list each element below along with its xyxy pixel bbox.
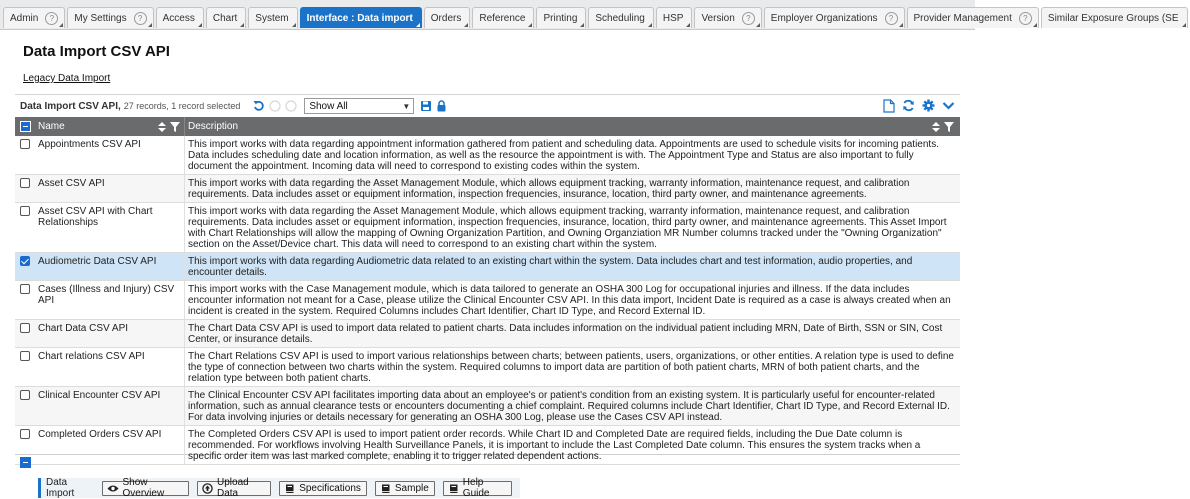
- bottom-panel: [15, 452, 960, 499]
- select-all-checkbox[interactable]: [15, 121, 35, 132]
- chevron-down-icon: ▼: [402, 101, 411, 111]
- book-icon: [284, 483, 295, 494]
- chevron-down-icon[interactable]: [942, 99, 955, 112]
- button-label: Sample: [394, 482, 429, 494]
- tab-label: Printing: [543, 12, 578, 24]
- tab-label: HSP: [662, 12, 684, 24]
- specifications-button[interactable]: [279, 481, 367, 496]
- sort-icon[interactable]: [158, 122, 166, 132]
- tab-label: Provider Management: [913, 12, 1012, 24]
- tab-my-settings[interactable]: [67, 7, 153, 28]
- tab-row: [3, 7, 1190, 28]
- legacy-data-import-link[interactable]: Legacy Data Import: [23, 73, 111, 84]
- tab-hsp[interactable]: [656, 7, 693, 28]
- row-checkbox-cell: [15, 320, 35, 347]
- help-circle-icon[interactable]: ?: [885, 12, 898, 25]
- row-description: The Chart Relations CSV API is used to import various relationships between charts; between patients, users, organizations, or other entities. A relation type is used to define the type of connection between two charts within the system. Required columns to import data are partition of both patient charts, MRN of both patient charts, and the relation type between both patient charts.: [188, 351, 954, 384]
- help-circle-icon[interactable]: ?: [45, 12, 58, 25]
- collapse-panel-button[interactable]: [20, 457, 31, 468]
- row-description: The Chart Data CSV API is used to import data related to patient charts. Data includes information on the individual patient including MRN, Date of Birth, SSN or SIN, Cost Center, or insurance details.: [188, 323, 943, 345]
- help-circle-icon[interactable]: ?: [134, 12, 147, 25]
- row-checkbox[interactable]: [20, 178, 30, 188]
- row-description: This import works with data regarding the Asset Management Module, which allows equipment tracking, warranty information, maintenance request, and calibration requirements. Data includes asset or equipment information, inspection frequencies, insurance, location, third party owner, and maintenance agreements.: [188, 178, 910, 200]
- row-checkbox[interactable]: [20, 323, 30, 333]
- row-name: Appointments CSV API: [35, 136, 185, 174]
- filter-select[interactable]: [304, 98, 414, 114]
- tab-corner-icon: [648, 23, 652, 27]
- tab-employer-organizations[interactable]: [764, 7, 905, 28]
- row-checkbox[interactable]: [20, 206, 30, 216]
- grid-body: [15, 136, 960, 462]
- show-overview-button[interactable]: [102, 477, 190, 499]
- filter-select-value: Show All: [309, 100, 348, 112]
- tab-provider-management[interactable]: [907, 7, 1039, 28]
- tab-corner-icon: [1182, 23, 1186, 27]
- column-header-description-label: Description: [188, 121, 239, 132]
- row-checkbox-cell: [15, 281, 35, 319]
- row-description: The Completed Orders CSV API is used to import patient order records. While Chart ID and Completed Date are required fields, including the Due Date column is recommended. For workflows involving Health Surveillance Panels, it is important to include the Last Completed Date column. This ensures the system tracks when a specific order item was last marked complete, enabling it to trigger related dependent actions.: [188, 429, 921, 462]
- table-row[interactable]: [15, 281, 960, 320]
- table-row[interactable]: [15, 387, 960, 426]
- tab-system[interactable]: [248, 7, 297, 28]
- tab-corner-icon: [1033, 23, 1037, 27]
- tab-version[interactable]: [694, 7, 761, 28]
- row-checkbox[interactable]: [20, 284, 30, 294]
- action-buttons: [102, 477, 521, 499]
- refresh-icon[interactable]: [902, 99, 915, 112]
- grid-title: Data Import CSV API,: [20, 100, 121, 112]
- table-row[interactable]: [15, 348, 960, 387]
- tab-corner-icon: [464, 23, 468, 27]
- sort-icon[interactable]: [932, 122, 940, 132]
- filter-icon[interactable]: [944, 122, 954, 132]
- tab-corner-icon: [198, 23, 202, 27]
- column-header-description[interactable]: [185, 117, 960, 136]
- grid-header: [15, 117, 960, 136]
- tab-label: Employer Organizations: [770, 12, 878, 24]
- grid-toolbar: [15, 94, 960, 117]
- tab-label: Scheduling: [595, 12, 645, 24]
- row-description: This import works with data regarding Audiometric data related to an existing chart within the system. Data includes chart and test information, audio properties, and encounter details.: [188, 256, 913, 278]
- book-icon: [448, 483, 459, 494]
- column-header-name-label: Name: [38, 121, 65, 132]
- row-checkbox[interactable]: [20, 256, 30, 266]
- tab-orders[interactable]: [424, 7, 471, 28]
- tab-label: Similar Exposure Groups (SE: [1047, 12, 1179, 24]
- grid-toolbar-left-icons: [252, 98, 451, 114]
- row-name: Audiometric Data CSV API: [35, 253, 185, 280]
- back-disabled-icon[interactable]: [268, 100, 281, 113]
- tab-reference[interactable]: [472, 7, 534, 28]
- help-circle-icon[interactable]: ?: [1019, 12, 1032, 25]
- action-bar-label: Data Import: [46, 477, 75, 499]
- tab-label: Access: [162, 12, 195, 24]
- tab-label: Reference: [479, 12, 526, 24]
- save-icon[interactable]: [419, 100, 432, 113]
- book-icon: [380, 483, 391, 494]
- tab-corner-icon: [580, 23, 584, 27]
- undo-icon[interactable]: [252, 100, 265, 113]
- gear-icon[interactable]: [922, 99, 935, 112]
- row-description: This import works with data regarding the Asset Management Module, which allows equipment tracking, warranty information, maintenance request, and calibration requirements. Data includes asset or equipment information, inspection frequencies, insurance, location, third party owner, and maintenance agreements. This Asset Import with Chart Relationships will allow the mapping of Owning Organization Partition, and Owning Organziation MR Number columns tracked under the "Owning Organization" section on the Asset/Device chart. This data will need to correspond to an existing chart within the system.: [188, 206, 947, 250]
- tab-chart[interactable]: [206, 7, 246, 28]
- row-description: The Clinical Encounter CSV API facilitates importing data about an employee's or patient's condition from an existing system. It is particularly useful for encounter-related information, such as annual clearance tests or encounters documenting a chief complaint. Required columns include Chart Identifier, Chart ID Type, and Record External ID. For data involving injuries or details necessary for generating an OSHA 300 Log, please use the Cases CSV API instead.: [188, 390, 950, 423]
- data-import-grid: [15, 117, 960, 462]
- tab-label: System: [255, 12, 289, 24]
- table-row[interactable]: [15, 253, 960, 281]
- tab-interface-data-import[interactable]: [300, 7, 422, 28]
- tab-corner-icon: [756, 23, 760, 27]
- button-label: Upload Data: [217, 477, 249, 499]
- row-checkbox[interactable]: [20, 351, 30, 361]
- row-checkbox-cell: [15, 387, 35, 425]
- row-name: Cases (Illness and Injury) CSV API: [35, 281, 185, 319]
- tab-corner-icon: [240, 23, 244, 27]
- row-checkbox[interactable]: [20, 390, 30, 400]
- help-circle-icon[interactable]: ?: [742, 12, 755, 25]
- tab-corner-icon: [148, 23, 152, 27]
- tab-label: Chart: [212, 12, 238, 24]
- page-title: Data Import CSV API: [23, 43, 170, 60]
- sample-button[interactable]: [375, 481, 435, 496]
- data-import-action-bar: [38, 478, 520, 498]
- button-label: Help Guide: [462, 477, 490, 499]
- tab-label: Orders: [430, 12, 462, 24]
- row-name: Completed Orders CSV API: [35, 426, 185, 464]
- tab-label: Interface : Data import: [306, 12, 413, 24]
- tab-access[interactable]: [156, 7, 204, 28]
- row-checkbox-cell: [15, 175, 35, 202]
- tab-label: My Settings: [74, 12, 127, 24]
- tab-corner-icon: [686, 23, 690, 27]
- tab-corner-icon: [528, 23, 532, 27]
- tab-similar-exposure-groups-se[interactable]: [1041, 7, 1188, 28]
- help-guide-button[interactable]: [443, 477, 512, 499]
- row-name: Chart Data CSV API: [35, 320, 185, 347]
- forward-disabled-icon[interactable]: [284, 100, 297, 113]
- tab-scheduling[interactable]: [588, 7, 653, 28]
- tab-label: Admin: [10, 12, 39, 24]
- upload-data-button[interactable]: [197, 477, 271, 499]
- tab-label: Version: [701, 12, 735, 24]
- tab-corner-icon: [899, 23, 903, 27]
- row-checkbox-cell: [15, 203, 35, 252]
- row-checkbox-cell: [15, 136, 35, 174]
- row-description: This import works with data regarding appointment information gathered from patient and scheduling data. Appointments are used to schedule visits for incoming patients. Data includes scheduling date and location information, as well as the resource the appointment is with. The Appointment Type and Status are also important to fully document the appointment. Incoming data will need to correspond to existing codes within the system.: [188, 139, 939, 172]
- row-name: Clinical Encounter CSV API: [35, 387, 185, 425]
- row-checkbox[interactable]: [20, 139, 30, 149]
- table-row[interactable]: [15, 136, 960, 175]
- row-name: Asset CSV API with Chart Relationships: [35, 203, 185, 252]
- tab-printing[interactable]: [536, 7, 586, 28]
- table-row[interactable]: [15, 203, 960, 253]
- record-count: 27 records, 1 record selected: [123, 101, 241, 111]
- row-name: Asset CSV API: [35, 175, 185, 202]
- table-row[interactable]: [15, 175, 960, 203]
- table-row[interactable]: [15, 320, 960, 348]
- filter-icon[interactable]: [170, 122, 180, 132]
- new-document-icon[interactable]: [882, 99, 895, 112]
- column-header-name[interactable]: [35, 117, 185, 136]
- tab-corner-icon: [59, 23, 63, 27]
- eye-icon: [107, 484, 119, 493]
- button-label: Specifications: [299, 482, 361, 494]
- button-label: Show Overview: [122, 477, 165, 499]
- tab-admin[interactable]: [3, 7, 65, 28]
- upload-icon: [202, 483, 213, 494]
- tab-corner-icon: [292, 23, 296, 27]
- tab-corner-icon: [416, 23, 420, 27]
- row-checkbox-cell: [15, 348, 35, 386]
- row-name: Chart relations CSV API: [35, 348, 185, 386]
- row-checkbox-cell: [15, 253, 35, 280]
- row-checkbox[interactable]: [20, 429, 30, 439]
- lock-icon[interactable]: [435, 100, 448, 113]
- main-tab-bar: [0, 0, 1179, 30]
- row-description: This import works with the Case Management module, which is data tailored to generate an OSHA 300 Log for occupational injuries and illness. If the data includes encounter information not meant for a Case, please utilize the Clinical Encounter CSV API. In this data import, Incident Date is required as a case is always created when an incident is created in the system. Required Columns includes Chart Identifier, Chart ID Type, and Record External ID.: [188, 284, 951, 317]
- grid-toolbar-right-icons: [875, 99, 955, 112]
